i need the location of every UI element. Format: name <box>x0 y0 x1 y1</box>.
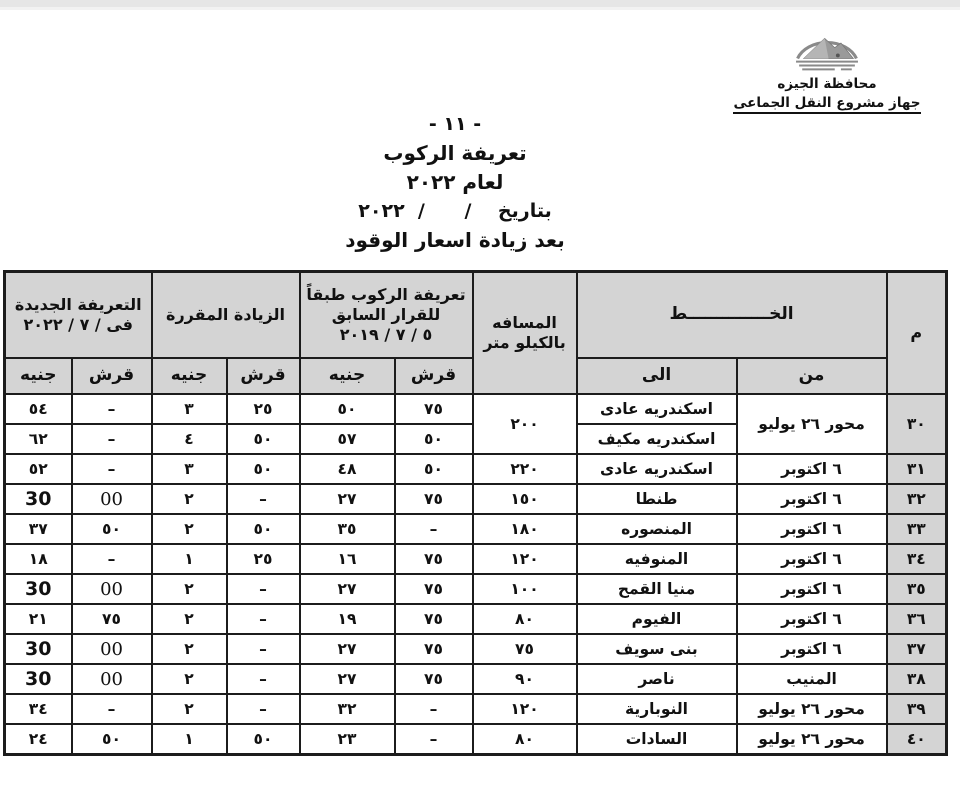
distance-cell: ٨٠ <box>473 604 577 634</box>
increase-geneh-cell: ١ <box>152 724 227 755</box>
new-fare-qirsh-cell: – <box>72 544 152 574</box>
letterhead <box>722 26 932 114</box>
to-cell: المنصوره <box>577 514 737 544</box>
table-row <box>5 454 947 484</box>
old-fare-geneh-cell: ٤٨ <box>300 454 395 484</box>
new-fare-geneh-cell: ١٨ <box>5 544 72 574</box>
to-cell: اسكندريه عادى <box>577 454 737 484</box>
increase-geneh-cell: ٣ <box>152 454 227 484</box>
from-cell: محور ٢٦ يوليو <box>737 724 887 755</box>
header-serial: م <box>887 272 947 395</box>
header-new-geneh: جنيه <box>5 358 72 394</box>
table-row <box>5 514 947 544</box>
old-fare-geneh-cell: ٣٢ <box>300 694 395 724</box>
increase-qirsh-cell: ٥٠ <box>227 724 300 755</box>
distance-cell: ٢٢٠ <box>473 454 577 484</box>
table-row <box>5 634 947 664</box>
old-fare-geneh-cell: ٢٣ <box>300 724 395 755</box>
serial-cell: ٣٧ <box>887 634 947 664</box>
distance-cell: ٢٠٠ <box>473 394 577 454</box>
old-fare-geneh-cell: ١٩ <box>300 604 395 634</box>
table-row <box>5 724 947 755</box>
to-cell: بنى سويف <box>577 634 737 664</box>
new-fare-geneh-cell: 30 <box>5 634 72 664</box>
increase-qirsh-cell: – <box>227 694 300 724</box>
increase-qirsh-cell: ٢٥ <box>227 394 300 424</box>
new-fare-qirsh-cell: ٥٠ <box>72 514 152 544</box>
old-fare-geneh-cell: ٢٧ <box>300 574 395 604</box>
header-new-fare <box>5 272 152 359</box>
old-fare-qirsh-cell: ٧٥ <box>395 394 473 424</box>
giza-pyramids-logo-icon <box>788 26 866 74</box>
header-old-fare <box>300 272 473 359</box>
old-fare-geneh-cell: ٢٧ <box>300 484 395 514</box>
header-distance-line2: بالكيلو متر <box>483 333 566 352</box>
from-cell: ٦ اكتوبر <box>737 634 887 664</box>
from-cell: ٦ اكتوبر <box>737 514 887 544</box>
distance-cell: ٨٠ <box>473 724 577 755</box>
scan-edge-strip <box>0 0 960 10</box>
header-old-geneh: جنيه <box>300 358 395 394</box>
new-fare-geneh-cell: ٥٤ <box>5 394 72 424</box>
distance-cell: ١٥٠ <box>473 484 577 514</box>
increase-qirsh-cell: ٢٥ <box>227 544 300 574</box>
serial-cell: ٣٠ <box>887 394 947 454</box>
new-fare-qirsh-cell: 00 <box>72 574 152 604</box>
serial-cell: ٣٩ <box>887 694 947 724</box>
old-fare-geneh-cell: ٢٧ <box>300 664 395 694</box>
header-inc-geneh: جنيه <box>152 358 227 394</box>
to-cell: ناصر <box>577 664 737 694</box>
old-fare-geneh-cell: ٣٥ <box>300 514 395 544</box>
doc-title: تعريفة الركوب <box>383 141 527 165</box>
new-fare-geneh-cell: ٣٤ <box>5 694 72 724</box>
distance-cell: ١٢٠ <box>473 544 577 574</box>
old-fare-qirsh-cell: – <box>395 724 473 755</box>
authority-name: جهاز مشروع النقل الجماعى <box>733 95 920 114</box>
from-cell: ٦ اكتوبر <box>737 484 887 514</box>
table-row <box>5 544 947 574</box>
header-inc-qirsh: قرش <box>227 358 300 394</box>
old-fare-qirsh-cell: ٥٠ <box>395 424 473 454</box>
new-fare-qirsh-cell: – <box>72 424 152 454</box>
to-cell: منيا القمح <box>577 574 737 604</box>
old-fare-qirsh-cell: ٧٥ <box>395 544 473 574</box>
new-fare-geneh-cell: 30 <box>5 574 72 604</box>
serial-cell: ٣٤ <box>887 544 947 574</box>
from-cell: ٦ اكتوبر <box>737 574 887 604</box>
increase-qirsh-cell: ٥٠ <box>227 514 300 544</box>
increase-geneh-cell: ٢ <box>152 514 227 544</box>
new-fare-qirsh-cell: – <box>72 394 152 424</box>
serial-cell: ٤٠ <box>887 724 947 755</box>
increase-qirsh-cell: – <box>227 574 300 604</box>
new-fare-geneh-cell: ٢١ <box>5 604 72 634</box>
to-cell: اسكندريه عادى <box>577 394 737 424</box>
header-new-fare-line1: التعريفة الجديدة <box>14 295 142 314</box>
table-row <box>5 484 947 514</box>
increase-geneh-cell: ٢ <box>152 574 227 604</box>
header-new-qirsh: قرش <box>72 358 152 394</box>
old-fare-qirsh-cell: ٧٥ <box>395 664 473 694</box>
increase-geneh-cell: ٢ <box>152 694 227 724</box>
increase-geneh-cell: ٢ <box>152 604 227 634</box>
increase-qirsh-cell: – <box>227 664 300 694</box>
from-cell: ٦ اكتوبر <box>737 604 887 634</box>
new-fare-qirsh-cell: ٧٥ <box>72 604 152 634</box>
increase-geneh-cell: ٢ <box>152 664 227 694</box>
to-cell: النوبارية <box>577 694 737 724</box>
new-fare-geneh-cell: 30 <box>5 484 72 514</box>
header-to: الى <box>577 358 737 394</box>
from-cell: المنيب <box>737 664 887 694</box>
increase-qirsh-cell: – <box>227 484 300 514</box>
new-fare-geneh-cell: ٥٢ <box>5 454 72 484</box>
table-row <box>5 604 947 634</box>
governorate-name: محافظة الجيزه <box>777 76 877 92</box>
increase-geneh-cell: ٤ <box>152 424 227 454</box>
old-fare-qirsh-cell: ٧٥ <box>395 634 473 664</box>
increase-geneh-cell: ١ <box>152 544 227 574</box>
header-old-fare-line1: تعريفة الركوب طبقاً <box>306 285 466 304</box>
to-cell: طنطا <box>577 484 737 514</box>
fare-table <box>3 270 948 756</box>
old-fare-geneh-cell: ١٦ <box>300 544 395 574</box>
header-old-qirsh: قرش <box>395 358 473 394</box>
increase-qirsh-cell: – <box>227 604 300 634</box>
header-increase: الزيادة المقررة <box>152 272 300 359</box>
from-cell: ٦ اكتوبر <box>737 454 887 484</box>
table-row <box>5 394 947 424</box>
to-cell: المنوفيه <box>577 544 737 574</box>
new-fare-qirsh-cell: 00 <box>72 484 152 514</box>
header-old-fare-line3: ٥ / ٧ / ٢٠١٩ <box>339 325 433 344</box>
old-fare-qirsh-cell: – <box>395 694 473 724</box>
page-number: - ١١ - <box>428 113 482 135</box>
table-row <box>5 574 947 604</box>
old-fare-qirsh-cell: – <box>395 514 473 544</box>
from-cell: محور ٢٦ يوليو <box>737 394 887 454</box>
old-fare-qirsh-cell: ٥٠ <box>395 454 473 484</box>
doc-subtitle: بعد زيادة اسعار الوقود <box>345 228 565 252</box>
serial-cell: ٣٢ <box>887 484 947 514</box>
new-fare-qirsh-cell: ٥٠ <box>72 724 152 755</box>
increase-geneh-cell: ٢ <box>152 634 227 664</box>
distance-cell: ٩٠ <box>473 664 577 694</box>
header-distance <box>473 272 577 395</box>
new-fare-geneh-cell: ٦٢ <box>5 424 72 454</box>
distance-cell: ٧٥ <box>473 634 577 664</box>
table-row <box>5 664 947 694</box>
increase-qirsh-cell: – <box>227 634 300 664</box>
increase-geneh-cell: ٣ <box>152 394 227 424</box>
distance-cell: ١٠٠ <box>473 574 577 604</box>
serial-cell: ٣٦ <box>887 604 947 634</box>
from-cell: محور ٢٦ يوليو <box>737 694 887 724</box>
increase-qirsh-cell: ٥٠ <box>227 424 300 454</box>
serial-cell: ٣١ <box>887 454 947 484</box>
title-block <box>150 110 760 255</box>
doc-year: لعام ٢٠٢٢ <box>406 170 504 194</box>
new-fare-qirsh-cell: 00 <box>72 634 152 664</box>
old-fare-qirsh-cell: ٧٥ <box>395 604 473 634</box>
header-distance-line1: المسافه <box>492 313 557 332</box>
distance-cell: ١٢٠ <box>473 694 577 724</box>
serial-cell: ٣٨ <box>887 664 947 694</box>
to-cell: السادات <box>577 724 737 755</box>
old-fare-geneh-cell: ٥٠ <box>300 394 395 424</box>
header-old-fare-line2: للقرار السابق <box>331 305 441 324</box>
new-fare-geneh-cell: ٢٤ <box>5 724 72 755</box>
serial-cell: ٣٥ <box>887 574 947 604</box>
old-fare-qirsh-cell: ٧٥ <box>395 484 473 514</box>
table-row <box>5 694 947 724</box>
old-fare-geneh-cell: ٥٧ <box>300 424 395 454</box>
increase-qirsh-cell: ٥٠ <box>227 454 300 484</box>
new-fare-qirsh-cell: – <box>72 454 152 484</box>
to-cell: اسكندريه مكيف <box>577 424 737 454</box>
new-fare-qirsh-cell: 00 <box>72 664 152 694</box>
from-cell: ٦ اكتوبر <box>737 544 887 574</box>
old-fare-qirsh-cell: ٧٥ <box>395 574 473 604</box>
header-line-group: الخــــــــــــــط <box>577 272 887 359</box>
serial-cell: ٣٣ <box>887 514 947 544</box>
header-row-groups <box>5 272 947 359</box>
header-from: من <box>737 358 887 394</box>
distance-cell: ١٨٠ <box>473 514 577 544</box>
header-new-fare-line2: فى / ٧ / ٢٠٢٢ <box>23 315 133 334</box>
new-fare-qirsh-cell: – <box>72 694 152 724</box>
new-fare-geneh-cell: 30 <box>5 664 72 694</box>
doc-date: بتاريخ / / ٢٠٢٢ <box>358 200 552 222</box>
old-fare-geneh-cell: ٢٧ <box>300 634 395 664</box>
new-fare-geneh-cell: ٣٧ <box>5 514 72 544</box>
increase-geneh-cell: ٢ <box>152 484 227 514</box>
to-cell: الفيوم <box>577 604 737 634</box>
